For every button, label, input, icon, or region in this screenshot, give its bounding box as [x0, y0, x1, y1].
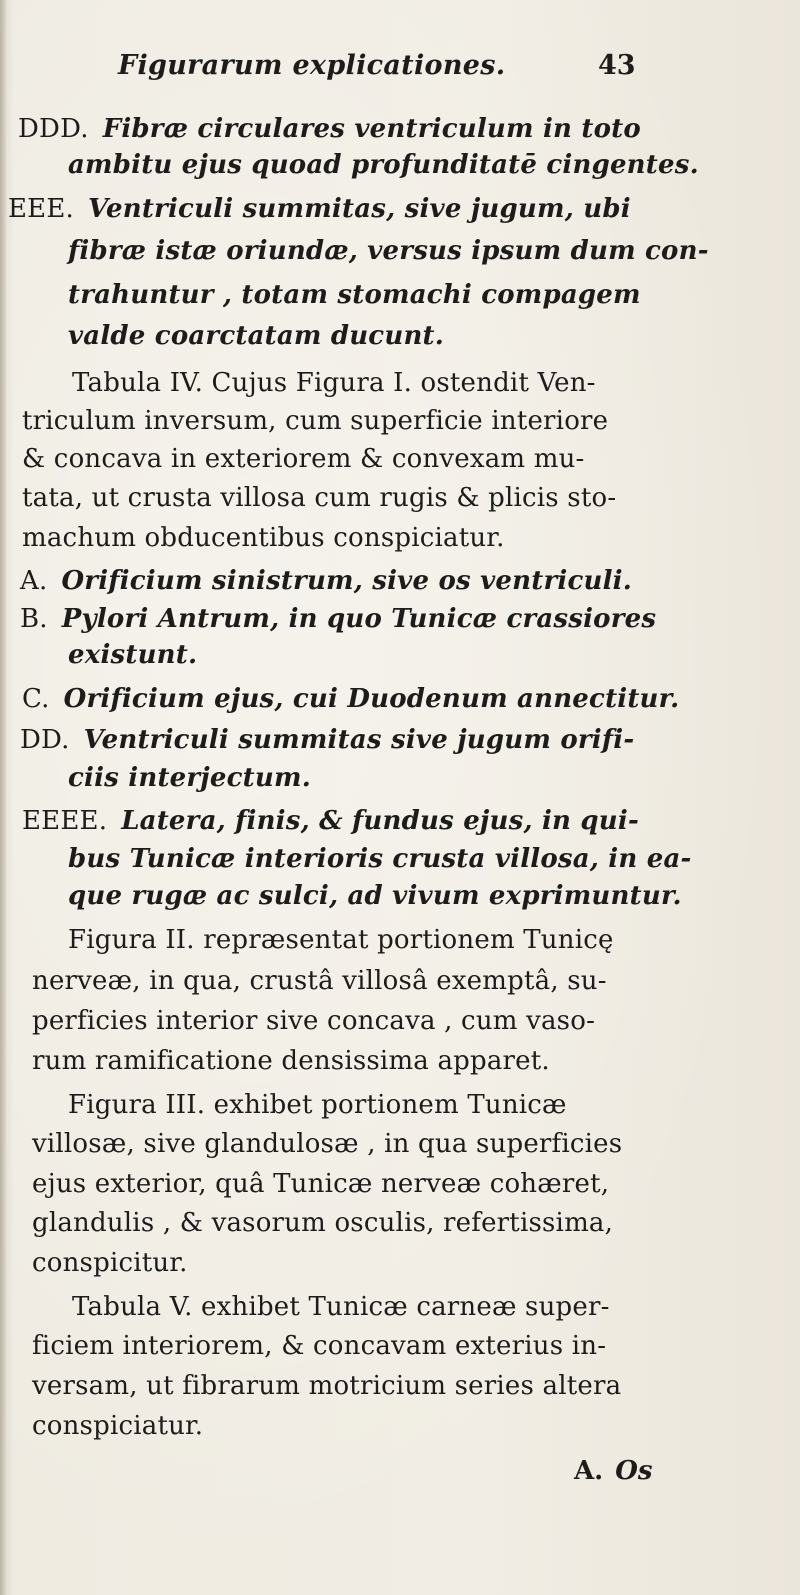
line-text: conspicitur. [32, 1248, 188, 1278]
text-line [68, 843, 692, 875]
item-label: A. [20, 566, 48, 596]
text-line [18, 113, 641, 145]
line-text: ejus exterior, quâ Tunicæ nerveæ cohæret, [32, 1169, 610, 1199]
line-text: ciis interjectum. [68, 763, 311, 793]
text-line [20, 565, 632, 597]
text-line [68, 639, 197, 671]
line-text: nerveæ, in qua, crustâ villosâ exemptâ, su- [32, 966, 607, 996]
catchword-label: A. [574, 1456, 604, 1486]
line-text: Tabula IV. Cujus Figura I. ostendit Ven- [72, 368, 596, 398]
page-number: 43 [598, 50, 636, 81]
line-text: existunt. [68, 640, 198, 670]
catchword [574, 1456, 653, 1486]
line-text: ficiem interiorem, & concavam exterius in- [32, 1331, 607, 1361]
line-text: conspiciatur. [32, 1411, 204, 1441]
text-line [32, 1330, 606, 1362]
line-text: Ventriculi summitas sive jugum orifi- [83, 725, 635, 755]
line-text: villosæ, sive glandulosæ , in qua superficies [32, 1129, 623, 1159]
text-line [32, 1247, 188, 1279]
text-line [32, 1168, 609, 1200]
text-line [20, 724, 634, 756]
page-gutter [0, 0, 6, 1595]
text-line [22, 482, 616, 514]
page-header [0, 50, 800, 90]
text-line [22, 443, 585, 475]
running-title: Figurarum explicationes. [118, 50, 506, 81]
line-text: Figura II. repræsentat portionem Tunicę [68, 925, 614, 955]
text-line [72, 367, 596, 399]
text-line [32, 1005, 595, 1037]
line-text: & concava in exteriorem & convexam mu- [22, 444, 585, 474]
text-line [32, 1207, 613, 1239]
item-label: EEE. [8, 194, 75, 224]
line-text: perficies interior sive concava , cum vaso- [32, 1006, 596, 1036]
text-line [20, 603, 656, 635]
text-line [68, 279, 641, 311]
item-label: B. [20, 604, 48, 634]
line-text: trahuntur , totam stomachi compagem [68, 280, 641, 310]
catchword-text: Os [615, 1456, 653, 1486]
text-line [68, 762, 311, 794]
text-line [68, 235, 709, 267]
text-line [32, 965, 607, 997]
line-text: rum ramificatione densissima apparet. [32, 1046, 550, 1076]
item-label: C. [22, 684, 50, 714]
line-text: Latera, finis, & fundus ejus, in qui- [121, 806, 639, 836]
line-text: Figura III. exhibet portionem Tunicæ [68, 1090, 567, 1120]
text-line [22, 805, 639, 837]
line-text: versam, ut fibrarum motricium series altera [32, 1371, 622, 1401]
line-text: Fibræ circulares ventriculum in toto [102, 114, 641, 144]
text-line [32, 1410, 203, 1442]
text-line [68, 149, 699, 181]
line-text: que rugæ ac sulci, ad vivum exprimuntur. [68, 881, 682, 911]
line-text: Orificium sinistrum, sive os ventriculi. [61, 566, 632, 596]
line-text: Pylori Antrum, in quo Tunicæ crassiores [61, 604, 657, 634]
line-text: valde coarctatam ducunt. [68, 321, 445, 351]
text-line [68, 320, 444, 352]
text-line [32, 1045, 550, 1077]
text-line [72, 1291, 610, 1323]
line-text: machum obducentibus conspiciatur. [22, 523, 505, 553]
line-text: glandulis , & vasorum osculis, refertissima, [32, 1208, 614, 1238]
item-label: DDD. [18, 114, 89, 144]
text-line [22, 683, 679, 715]
text-line [68, 880, 682, 912]
text-line [32, 1128, 622, 1160]
text-line [32, 1370, 621, 1402]
line-text: tata, ut crusta villosa cum rugis & plicis sto- [22, 483, 617, 513]
line-text: ambitu ejus quoad profunditatē cingentes. [68, 150, 699, 180]
text-line [68, 1089, 567, 1121]
item-label: DD. [20, 725, 70, 755]
text-line [22, 522, 505, 554]
text-line [68, 924, 614, 956]
text-line [22, 405, 608, 437]
line-text: Orificium ejus, cui Duodenum annectitur. [63, 684, 680, 714]
item-label: EEEE. [22, 806, 108, 836]
line-text: bus Tunicæ interioris crusta villosa, in ea- [68, 844, 692, 874]
line-text: Tabula V. exhibet Tunicæ carneæ super- [72, 1292, 610, 1322]
text-line [8, 193, 631, 225]
line-text: fibræ istæ oriundæ, versus ipsum dum con- [68, 236, 709, 266]
line-text: Ventriculi summitas, sive jugum, ubi [88, 194, 631, 224]
line-text: triculum inversum, cum superficie interiore [22, 406, 609, 436]
